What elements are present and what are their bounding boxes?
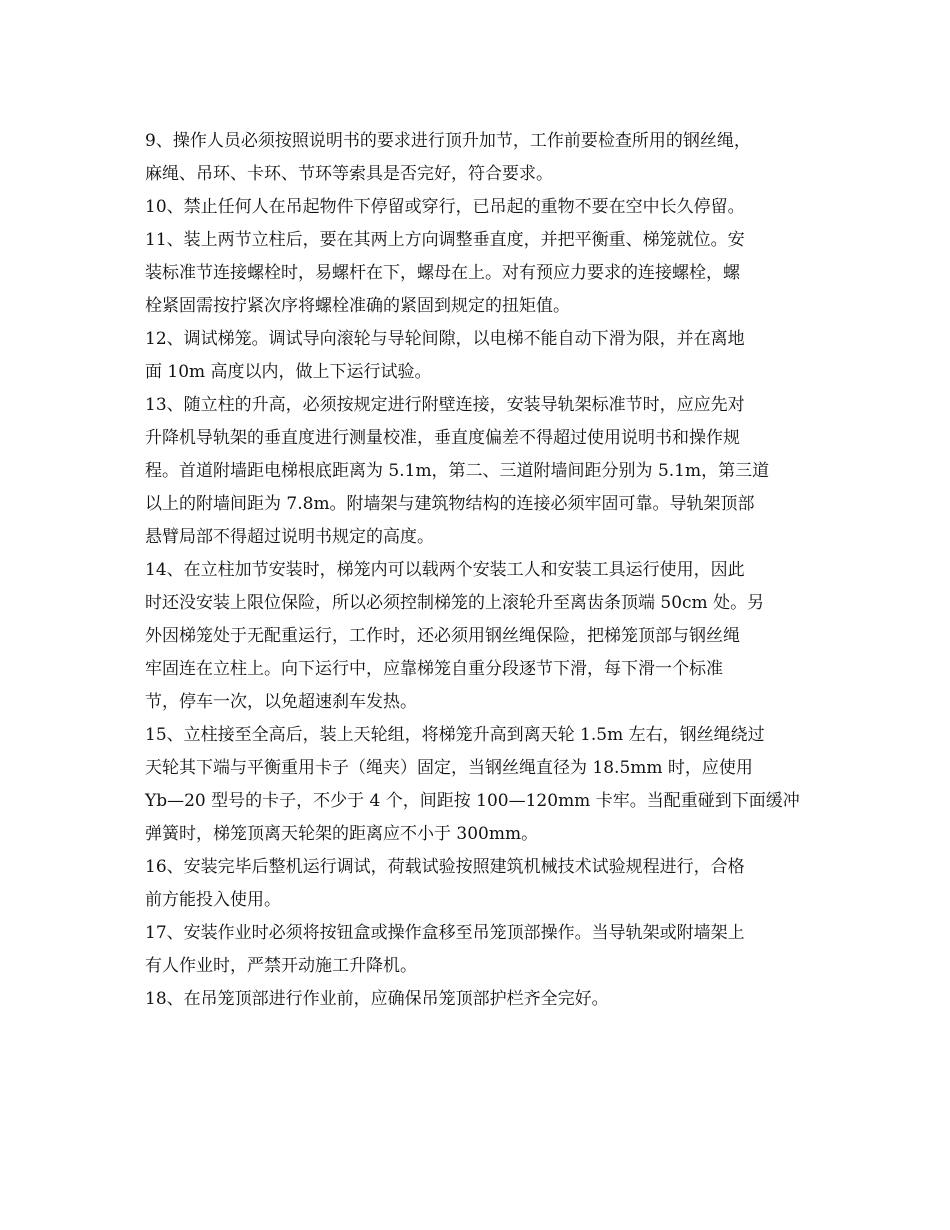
text-line: 栓紧固需按拧紧次序将螺栓准确的紧固到规定的扭矩值。 [145, 296, 570, 316]
text-line: 17、安装作业时必须将按钮盒或操作盒移至吊笼顶部操作。当导轨架或附墙架上 [145, 923, 745, 943]
text-line: 9、操作人员必须按照说明书的要求进行顶升加节，工作前要检查所用的钢丝绳， [145, 131, 751, 151]
text-line: 牢固连在立柱上。向下运行中，应靠梯笼自重分段逐节下滑，每下滑一个标准 [145, 659, 723, 679]
text-line: 悬臂局部不得超过说明书规定的高度。 [145, 527, 434, 547]
text-line: 以上的附墙间距为 7.8m。附墙架与建筑物结构的连接必须牢固可靠。导轨架顶部 [145, 494, 755, 514]
text-line: 升降机导轨架的垂直度进行测量校准，垂直度偏差不得超过使用说明书和操作规 [145, 428, 740, 448]
text-line: 装标准节连接螺栓时，易螺杆在下，螺母在上。对有预应力要求的连接螺栓，螺 [145, 263, 740, 283]
text-line: 15、立柱接至全高后，装上天轮组，将梯笼升高到离天轮 1.5m 左右，钢丝绳绕过 [145, 725, 765, 745]
text-line: 弹簧时，梯笼顶离天轮架的距离应不小于 300mm。 [145, 824, 539, 844]
document-page [145, 125, 810, 1016]
text-line: 节，停车一次，以免超速刹车发热。 [145, 692, 417, 712]
text-line: 13、随立柱的升高，必须按规定进行附壁连接，安装导轨架标准节时，应应先对 [145, 395, 745, 415]
text-line: 10、禁止任何人在吊起物件下停留或穿行，已吊起的重物不要在空中长久停留。 [145, 197, 745, 217]
text-line: 天轮其下端与平衡重用卡子（绳夹）固定，当钢丝绳直径为 18.5mm 时，应使用 [145, 758, 753, 778]
text-line: 有人作业时，严禁开动施工升降机。 [145, 956, 417, 976]
text-line: 16、安装完毕后整机运行调试，荷载试验按照建筑机械技术试验规程进行，合格 [145, 857, 745, 877]
text-line: 11、装上两节立柱后，要在其两上方向调整垂直度，并把平衡重、梯笼就位。安 [145, 230, 745, 250]
text-line: 外因梯笼处于无配重运行，工作时，还必须用钢丝绳保险，把梯笼顶部与钢丝绳 [145, 626, 740, 646]
text-line: 时还没安装上限位保险，所以必须控制梯笼的上滚轮升至离齿条顶端 50cm 处。另 [145, 593, 765, 613]
text-line: 麻绳、吊环、卡环、节环等索具是否完好，符合要求。 [145, 164, 553, 184]
text-line: 14、在立柱加节安装时，梯笼内可以载两个安装工人和安装工具运行使用，因此 [145, 560, 745, 580]
text-line: Yb—20 型号的卡子，不少于 4 个，间距按 100—120mm 卡牢。当配重碰到下面缓冲 [145, 791, 800, 811]
text-line: 12、调试梯笼。调试导向滚轮与导轮间隙，以电梯不能自动下滑为限，并在离地 [145, 329, 745, 349]
text-line: 前方能投入使用。 [145, 890, 281, 910]
text-line: 程。首道附墙距电梯根底距离为 5.1m，第二、三道附墙间距分别为 5.1m，第三道 [145, 461, 770, 481]
text-line: 面 10m 高度以内，做上下运行试验。 [145, 362, 432, 382]
text-line: 18、在吊笼顶部进行作业前，应确保吊笼顶部护栏齐全完好。 [145, 989, 609, 1009]
